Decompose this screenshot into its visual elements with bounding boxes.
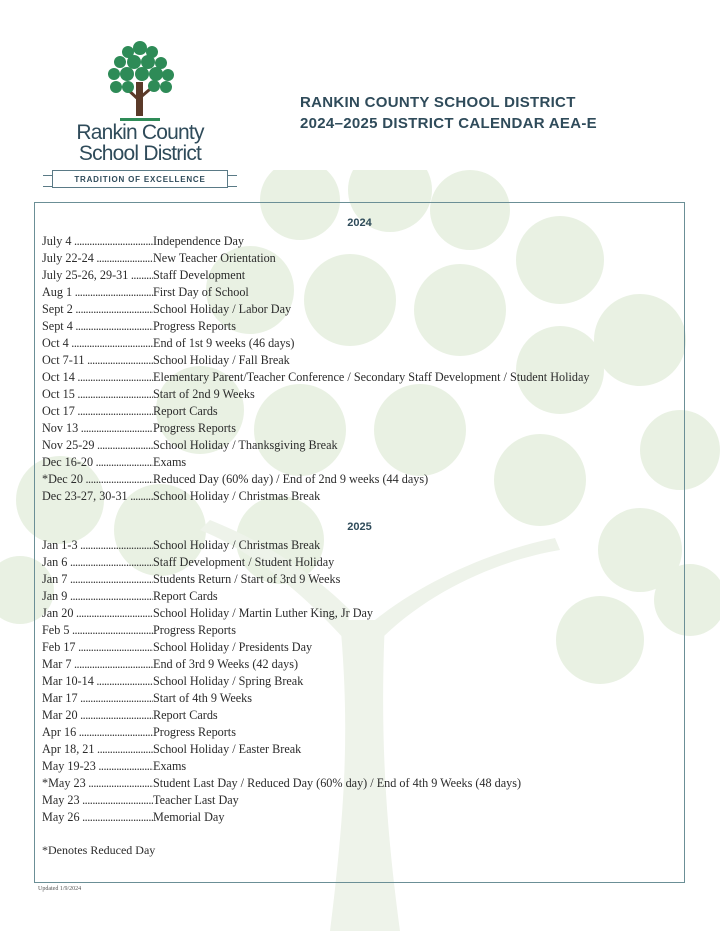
event-description: Students Return / Start of 3rd 9 Weeks <box>153 572 341 586</box>
event-description: Staff Development / Student Holiday <box>153 555 335 569</box>
event-date: Sept 2 ..... <box>42 301 153 318</box>
event-description: Start of 2nd 9 Weeks <box>153 387 255 401</box>
calendar-row <box>42 386 590 403</box>
event-description: Student Last Day / Reduced Day (60% day) / End of 4th 9 Weeks (48 days) <box>153 776 522 790</box>
logo-wordmark <box>40 122 240 164</box>
event-date: Mar 10-14 ..... <box>42 673 153 690</box>
year-heading-2025: 2025 <box>347 521 372 533</box>
calendar-row <box>42 809 521 826</box>
calendar-row <box>42 707 521 724</box>
calendar-row <box>42 301 590 318</box>
calendar-row <box>42 537 521 554</box>
event-description: End of 1st 9 weeks (46 days) <box>153 336 295 350</box>
event-date: Apr 16 ..... <box>42 724 153 741</box>
calendar-row <box>42 335 590 352</box>
page-title <box>300 92 597 134</box>
calendar-row <box>42 792 521 809</box>
event-date: Mar 17 ..... <box>42 690 153 707</box>
event-description: Progress Reports <box>153 725 236 739</box>
event-description: Progress Reports <box>153 623 236 637</box>
event-description: Report Cards <box>153 589 218 603</box>
event-description: Exams <box>153 455 187 469</box>
calendar-row <box>42 369 590 386</box>
calendar-row <box>42 758 521 775</box>
calendar-row <box>42 250 590 267</box>
event-date: Oct 17 ..... <box>42 403 153 420</box>
event-date: *May 23 ..... <box>42 775 153 792</box>
event-date: Mar 20 ..... <box>42 707 153 724</box>
event-date: Oct 4 ..... <box>42 335 153 352</box>
event-description: School Holiday / Fall Break <box>153 353 290 367</box>
calendar-row <box>42 352 590 369</box>
title-line2: 2024–2025 DISTRICT CALENDAR AEA-E <box>300 115 597 132</box>
event-date: Feb 17 ..... <box>42 639 153 656</box>
logo-name-line2: School District <box>78 142 202 165</box>
calendar-box <box>34 202 685 883</box>
event-date: Jan 9 ..... <box>42 588 153 605</box>
event-date: *Dec 20 ..... <box>42 471 153 488</box>
event-date: Oct 7-11 ..... <box>42 352 153 369</box>
event-date: Dec 23-27, 30-31 ..... <box>42 488 153 505</box>
event-description: Progress Reports <box>153 319 236 333</box>
calendar-row <box>42 420 590 437</box>
calendar-row <box>42 724 521 741</box>
event-description: School Holiday / Presidents Day <box>153 640 313 654</box>
year-heading-2024: 2024 <box>347 217 372 229</box>
calendar-row <box>42 656 521 673</box>
event-date: Oct 15 ..... <box>42 386 153 403</box>
event-date: Dec 16-20 ..... <box>42 454 153 471</box>
event-description: Elementary Parent/Teacher Conference / Secondary Staff Development / Student Holiday <box>153 370 590 384</box>
event-date: Apr 18, 21 ..... <box>42 741 153 758</box>
calendar-row <box>42 605 521 622</box>
event-description: Teacher Last Day <box>153 793 239 807</box>
calendar-row <box>42 454 590 471</box>
event-description: School Holiday / Easter Break <box>153 742 302 756</box>
calendar-row <box>42 588 521 605</box>
calendar-row <box>42 318 590 335</box>
event-description: School Holiday / Christmas Break <box>153 538 321 552</box>
event-description: Independence Day <box>153 234 245 248</box>
calendar-row <box>42 741 521 758</box>
event-date: Jan 6 ..... <box>42 554 153 571</box>
calendar-row <box>42 690 521 707</box>
event-date: Sept 4 ..... <box>42 318 153 335</box>
calendar-row <box>42 639 521 656</box>
calendar-row <box>42 233 590 250</box>
logo-tagline-banner: TRADITION OF EXCELLENCE <box>52 170 228 188</box>
event-description: Exams <box>153 759 187 773</box>
event-description: Memorial Day <box>153 810 225 824</box>
event-description: New Teacher Orientation <box>153 251 276 265</box>
event-date: Jan 7 ..... <box>42 571 153 588</box>
footnote: *Denotes Reduced Day <box>42 843 156 857</box>
calendar-row <box>42 571 521 588</box>
event-date: Nov 25-29 ..... <box>42 437 153 454</box>
event-date: July 4 ..... <box>42 233 153 250</box>
event-description: School Holiday / Christmas Break <box>153 489 321 503</box>
title-line1: RANKIN COUNTY SCHOOL DISTRICT <box>300 94 576 111</box>
event-description: Progress Reports <box>153 421 236 435</box>
calendar-row <box>42 554 521 571</box>
event-date: May 19-23 ..... <box>42 758 153 775</box>
event-description: Reduced Day (60% day) / End of 2nd 9 weeks (44 days) <box>153 472 429 486</box>
event-date: May 23 ..... <box>42 792 153 809</box>
event-description: School Holiday / Spring Break <box>153 674 304 688</box>
calendar-row <box>42 267 590 284</box>
calendar-row <box>42 775 521 792</box>
event-date: Mar 7 ..... <box>42 656 153 673</box>
event-description: School Holiday / Thanksgiving Break <box>153 438 338 452</box>
district-logo <box>40 40 240 200</box>
event-description: First Day of School <box>153 285 249 299</box>
event-description: Staff Development <box>153 268 246 282</box>
calendar-row <box>42 284 590 301</box>
updated-stamp: Updated 1/9/2024 <box>38 886 82 892</box>
event-description: Start of 4th 9 Weeks <box>153 691 252 705</box>
event-date: July 22-24 ..... <box>42 250 153 267</box>
event-date: Jan 1-3 ..... <box>42 537 153 554</box>
event-date: Feb 5 ..... <box>42 622 153 639</box>
calendar-row <box>42 403 590 420</box>
event-date: Aug 1 ..... <box>42 284 153 301</box>
calendar-row <box>42 437 590 454</box>
calendar-row <box>42 471 590 488</box>
events-list-2024 <box>42 233 590 505</box>
event-date: July 25-26, 29-31 ..... <box>42 267 153 284</box>
event-description: End of 3rd 9 Weeks (42 days) <box>153 657 299 671</box>
event-description: Report Cards <box>153 404 218 418</box>
event-date: May 26 ..... <box>42 809 153 826</box>
events-list-2025 <box>42 537 521 826</box>
tree-logo-icon <box>98 40 182 124</box>
event-description: School Holiday / Martin Luther King, Jr Day <box>153 606 374 620</box>
event-description: School Holiday / Labor Day <box>153 302 292 316</box>
calendar-row <box>42 622 521 639</box>
event-date: Nov 13 ..... <box>42 420 153 437</box>
logo-name-line1: Rankin County <box>76 121 204 144</box>
event-date: Jan 20 ..... <box>42 605 153 622</box>
event-date: Oct 14 ..... <box>42 369 153 386</box>
calendar-row <box>42 673 521 690</box>
event-description: Report Cards <box>153 708 218 722</box>
calendar-row <box>42 488 590 505</box>
